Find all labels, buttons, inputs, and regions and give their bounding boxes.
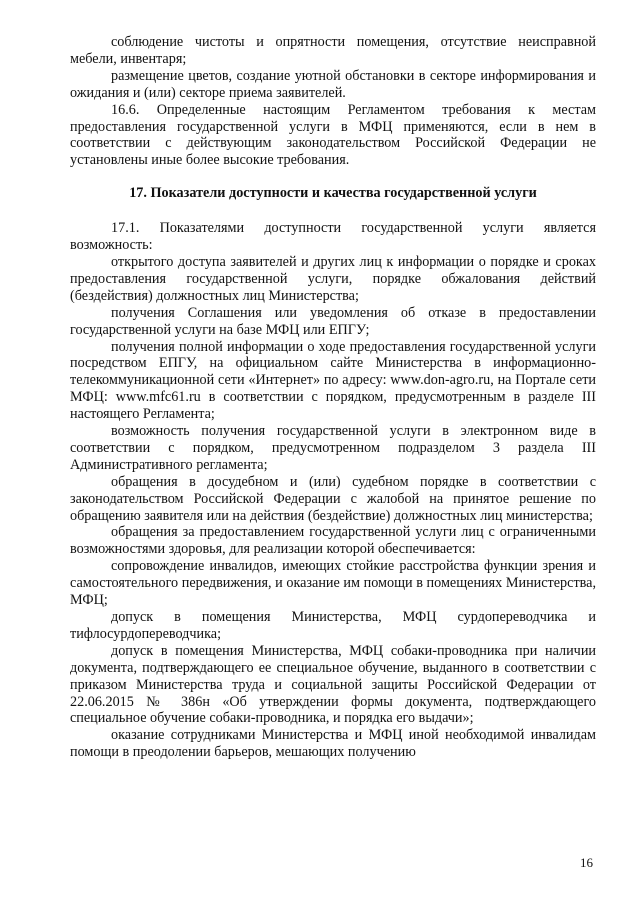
paragraph: обращения в досудебном и (или) судебном порядке в соответствии с законодательством Российской Федерации с жалобой на принятое решение по обращению заявителя или на действия (бездействие) должностных лиц министерства; <box>70 473 596 524</box>
page-number: 16 <box>580 855 593 870</box>
paragraph: получения полной информации о ходе предоставления государственной услуги посредством ЕПГУ, на официальном сайте Министерства в информационно-телекоммуникационной сети «Интернет» по адресу: www.don-agro.ru, на Портале сети МФЦ: www.mfc61.ru в соответствии с порядком, предусмотренным в разделе III настоящего Регламента; <box>70 338 596 423</box>
paragraph: размещение цветов, создание уютной обстановки в секторе информирования и ожидания и (или) секторе приема заявителей. <box>70 67 596 101</box>
paragraph: соблюдение чистоты и опрятности помещения, отсутствие неисправной мебели, инвентаря; <box>70 34 596 67</box>
paragraph: допуск в помещения Министерства, МФЦ сурдопереводчика и тифлосурдопереводчика; <box>70 609 596 642</box>
paragraph: возможность получения государственной услуги в электронном виде в соответствии с порядком, предусмотренном подразделом 3 раздела III Административного регламента; <box>70 423 596 473</box>
paragraph: обращения за предоставлением государственной услуги лиц с ограниченными возможностями здоровья, для реализации которой обеспечивается: <box>70 524 596 558</box>
paragraph: получения Соглашения или уведомления об отказе в предоставлении государственной услуги на базе МФЦ или ЕПГУ; <box>70 304 596 338</box>
paragraph: 16.6. Определенные настоящим Регламентом требования к местам предоставления государственной услуги в МФЦ применяются, если в нем в соответствии с действующим законодательством Российской Федерации не установлены иные более высокие требования. <box>70 101 596 169</box>
paragraph: сопровождение инвалидов, имеющих стойкие расстройства функции зрения и самостоятельного передвижения, и оказание им помощи в помещениях Министерства, МФЦ; <box>70 558 596 609</box>
document-page <box>70 34 596 761</box>
paragraph: допуск в помещения Министерства, МФЦ собаки-проводника при наличии документа, подтверждающего ее специальное обучение, выданного в соответствии с приказом Министерства труда и социальной защиты Российской Федерации от 22.06.2015 № 386н «Об утверждении формы документа, подтверждающего специальное обучение собаки-проводника, и порядка его выдачи»; <box>70 642 596 727</box>
paragraph: оказание сотрудниками Министерства и МФЦ иной необходимой инвалидам помощи в преодолении барьеров, мешающих получению <box>70 727 596 761</box>
paragraph: открытого доступа заявителей и других лиц к информации о порядке и сроках предоставления государственной услуги, порядке обжалования действий (бездействия) должностных лиц Министерства; <box>70 253 596 304</box>
paragraph: 17.1. Показателями доступности государственной услуги является возможность: <box>70 220 596 254</box>
section-heading: 17. Показатели доступности и качества государственной услуги <box>129 185 537 202</box>
